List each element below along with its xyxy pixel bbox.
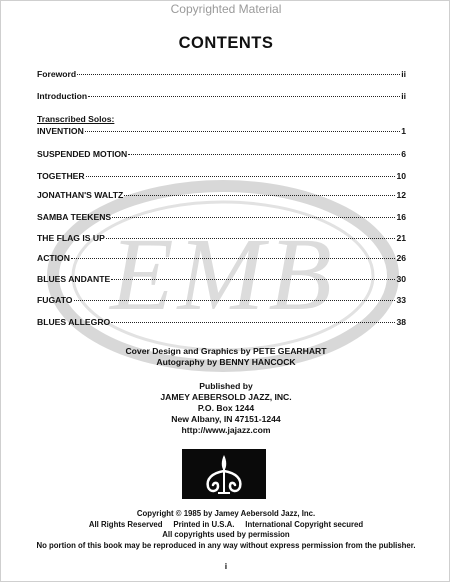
toc-entry-title: BLUES ANDANTE	[37, 274, 111, 284]
toc-leader-dots	[77, 74, 400, 75]
toc-row	[37, 170, 406, 182]
toc-page-number: 26	[396, 253, 406, 263]
publisher-name: JAMEY AEBERSOLD JAZZ, INC.	[160, 392, 292, 402]
toc-leader-dots	[124, 195, 395, 196]
toc-row	[37, 316, 406, 328]
toc-entry-title: TOGETHER	[37, 171, 85, 181]
toc-page-number: 6	[401, 149, 406, 159]
toc-entry-title: Foreword	[37, 69, 77, 79]
reproduction-line: No portion of this book may be reproduced in any way without express permission from the publisher.	[36, 540, 416, 550]
credits-block	[1, 346, 450, 368]
toc-row	[37, 189, 406, 201]
page-number: i	[224, 561, 228, 571]
copyright-banner: Copyrighted Material	[170, 2, 282, 16]
toc-row	[37, 252, 406, 264]
toc-row-foreword	[37, 68, 406, 80]
toc-entry-title: FUGATO	[37, 295, 73, 305]
legal-block	[1, 509, 450, 551]
section-heading: Transcribed Solos:	[37, 114, 115, 124]
copyright-line: Copyright © 1985 by Jamey Aebersold Jazz, Inc.	[136, 509, 316, 518]
rights-line: All Rights Reserved Printed in U.S.A. International Copyright secured	[88, 519, 364, 529]
toc-entry-title: Introduction	[37, 91, 88, 101]
cover-credit: Cover Design and Graphics by PETE GEARHART	[125, 346, 327, 356]
toc-leader-dots	[71, 258, 395, 259]
published-by-label: Published by	[199, 381, 253, 391]
toc-entry-title: JONATHAN'S WALTZ	[37, 190, 124, 200]
toc-page-number: 1	[401, 126, 406, 136]
toc-page-number: 12	[396, 190, 406, 200]
toc-page-number: 33	[396, 295, 406, 305]
toc-page-number: 21	[396, 233, 406, 243]
lyre-logo-icon	[182, 449, 266, 499]
toc-leader-dots	[88, 96, 400, 97]
toc-leader-dots	[128, 154, 400, 155]
toc-entry-title: INVENTION	[37, 126, 84, 136]
toc-row	[37, 125, 406, 137]
toc-row	[37, 273, 406, 285]
toc-row	[37, 211, 406, 223]
publisher-block	[1, 381, 450, 436]
toc-row-introduction	[37, 90, 406, 102]
toc-page-number: 38	[396, 317, 406, 327]
toc-row	[37, 294, 406, 306]
toc-page-number: ii	[401, 91, 406, 101]
toc-entry-title: SAMBA TEEKENS	[37, 212, 112, 222]
publisher-city: New Albany, IN 47151-1244	[171, 414, 281, 424]
page-title: CONTENTS	[178, 34, 274, 52]
toc-page-number: 30	[396, 274, 406, 284]
toc-page-number: 16	[396, 212, 406, 222]
toc-leader-dots	[86, 176, 396, 177]
toc-page-number: ii	[401, 69, 406, 79]
publisher-logo	[182, 449, 266, 499]
autography-credit: Autography by BENNY HANCOCK	[156, 357, 296, 367]
toc-row	[37, 232, 406, 244]
watermark-text: EMB	[110, 217, 336, 332]
toc-entry-title: BLUES ALLEGRO	[37, 317, 111, 327]
toc-leader-dots	[74, 300, 396, 301]
toc-entry-title: SUSPENDED MOTION	[37, 149, 128, 159]
toc-leader-dots	[106, 238, 396, 239]
toc-leader-dots	[112, 217, 395, 218]
toc-entry-title: ACTION	[37, 253, 70, 263]
toc-page-number: 10	[396, 171, 406, 181]
permission-line: All copyrights used by permission	[162, 530, 290, 539]
toc-entry-title: THE FLAG IS UP	[37, 233, 105, 243]
publisher-po-box: P.O. Box 1244	[197, 403, 255, 413]
publisher-url: http://www.jajazz.com	[181, 425, 271, 435]
toc-leader-dots	[111, 322, 395, 323]
toc-row	[37, 148, 406, 160]
toc-leader-dots	[111, 279, 395, 280]
toc-leader-dots	[85, 131, 400, 132]
